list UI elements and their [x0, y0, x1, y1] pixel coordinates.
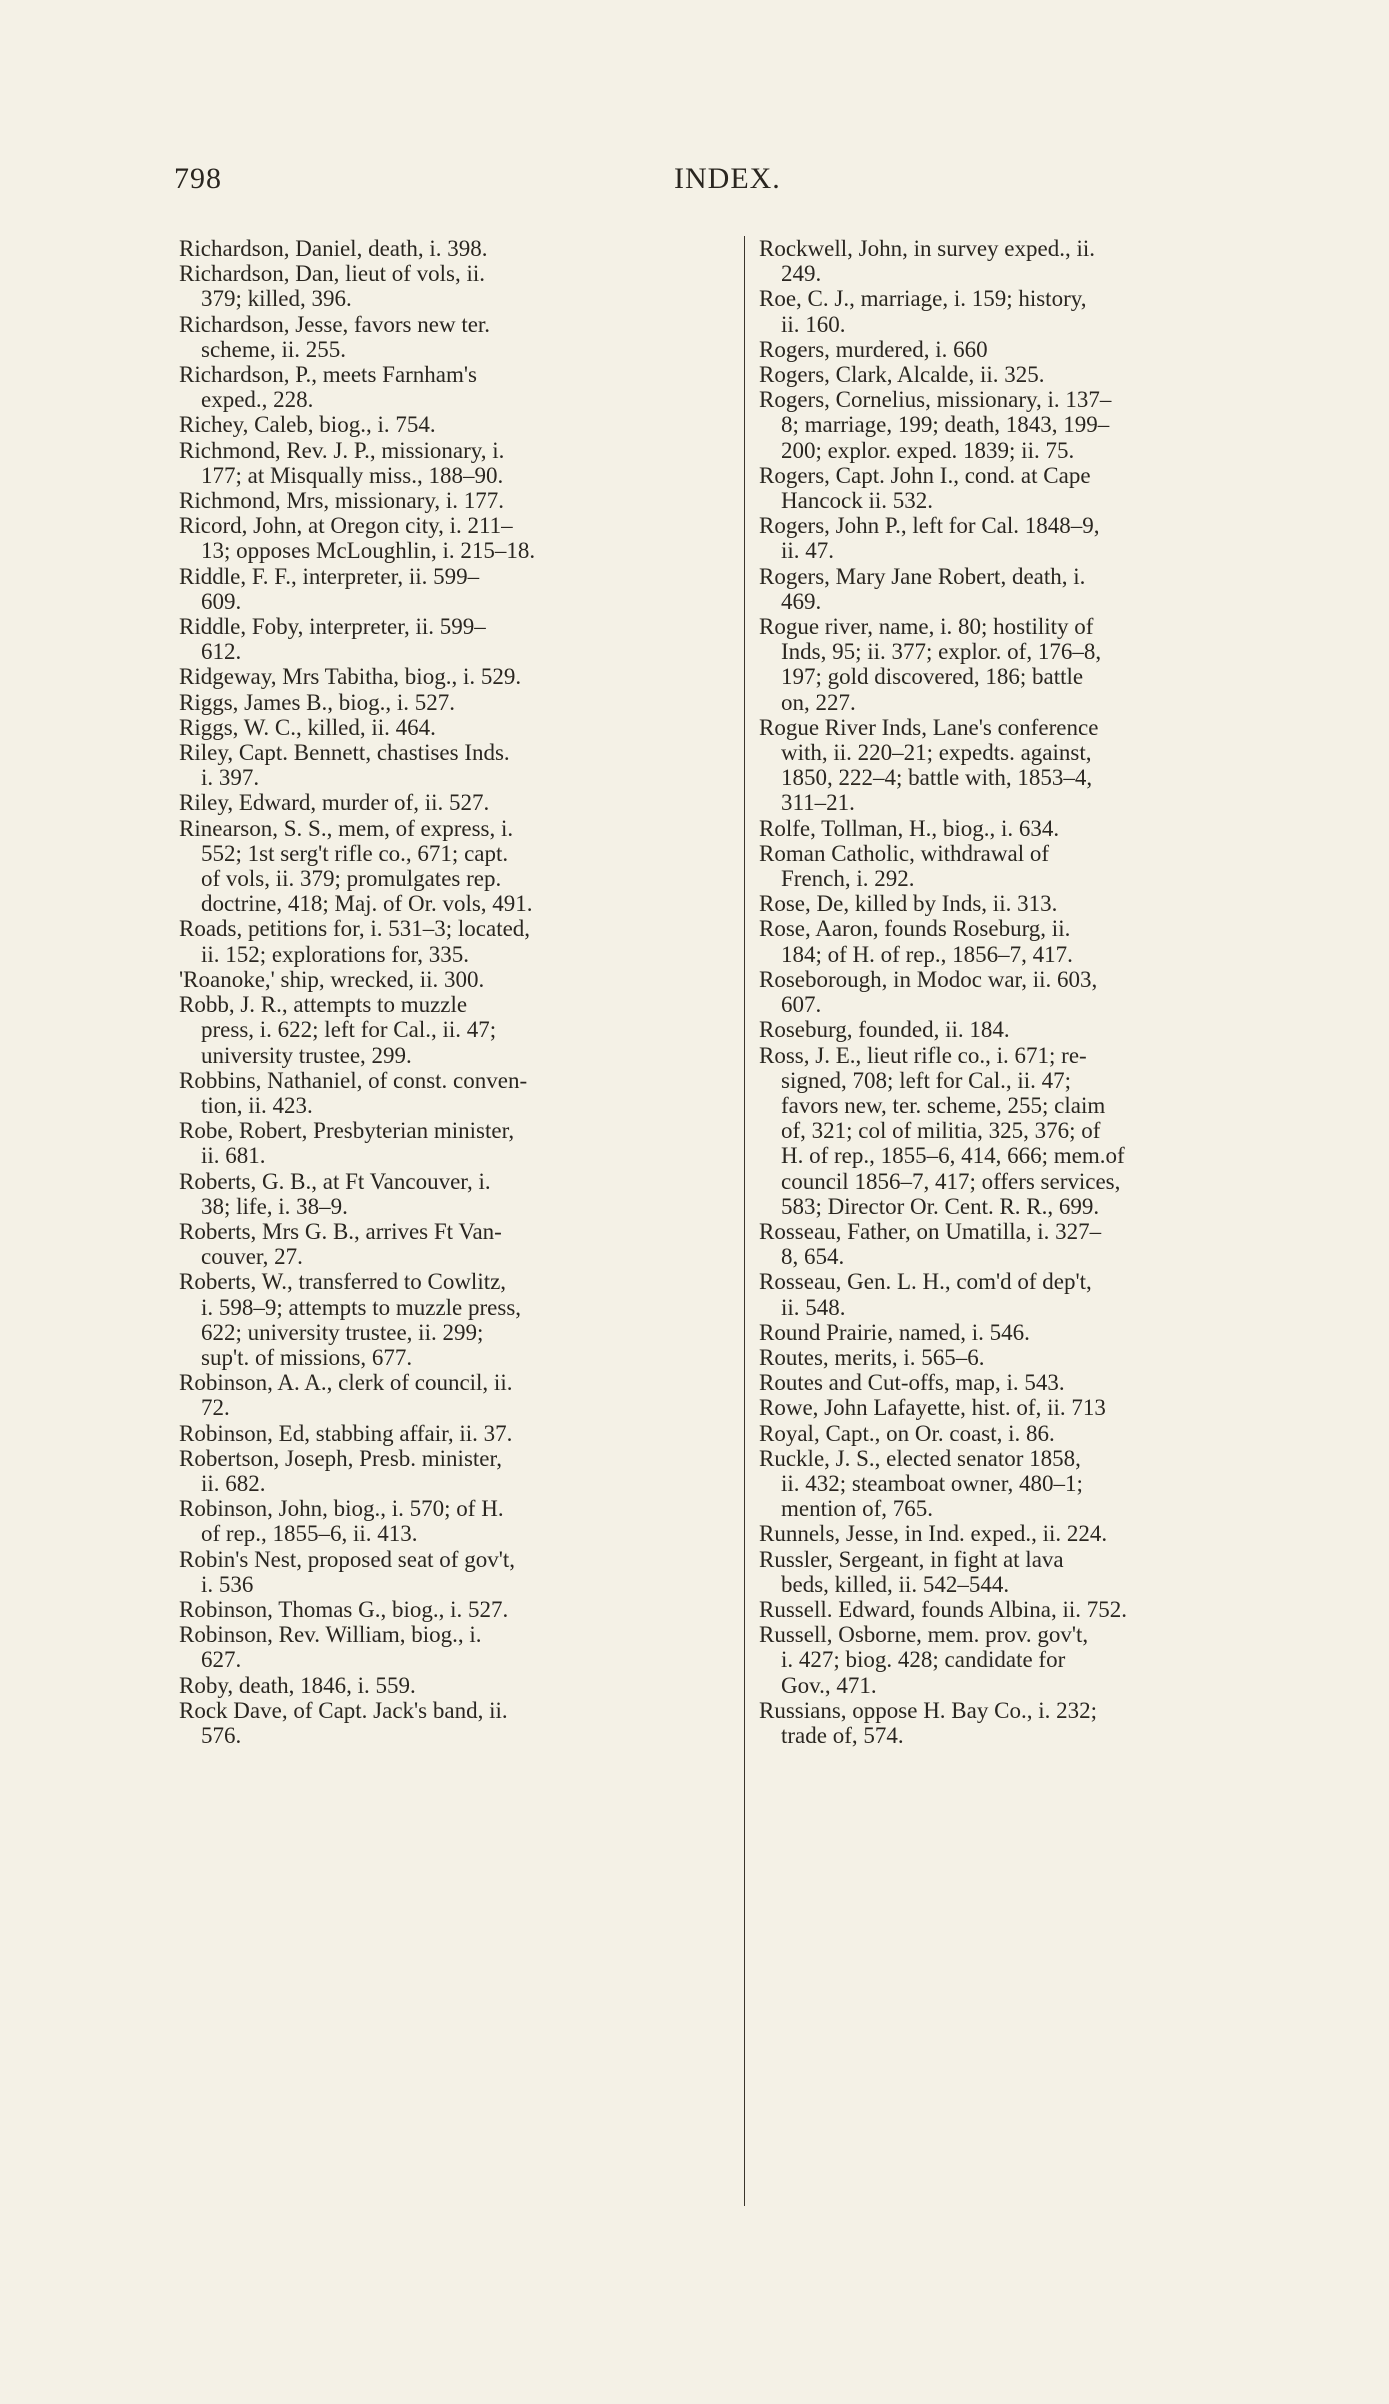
index-entry: Roberts, G. B., at Ft Vancouver, i. 38; life, i. 38–9. — [179, 1168, 491, 1219]
index-entry: Ruckle, J. S., elected senator 1858, ii. 432; steamboat owner, 480–1; mention of, 765. — [759, 1445, 1083, 1522]
index-entry: Rogers, Capt. John I., cond. at Cape Hancock ii. 532. — [759, 462, 1091, 514]
index-entry: Rowe, John Lafayette, hist. of, ii. 713 — [759, 1395, 1106, 1421]
index-entry: Ridgeway, Mrs Tabitha, biog., i. 529. — [179, 664, 522, 690]
index-entry: Runnels, Jesse, in Ind. exped., ii. 224. — [759, 1521, 1108, 1547]
index-entry: Richmond, Mrs, missionary, i. 177. — [179, 488, 504, 514]
index-entry: Rockwell, John, in survey exped., ii. 249. — [759, 236, 1096, 287]
index-entry: Ross, J. E., lieut rifle co., i. 671; re- signed, 708; left for Cal., ii. 47; favors new, ter. scheme, 255; claim of, 321; col of militia, 325, 376; of H. of rep., 1855–6, 414, 666; mem.of council 1856–7, 417; offers services, 583; Director Or. Cent. R. R., 699. — [759, 1042, 1125, 1219]
index-entry: Robbins, Nathaniel, of const. conven- tion, ii. 423. — [179, 1067, 528, 1118]
index-entry: Rogers, John P., left for Cal. 1848–9, ii. 47. — [759, 513, 1100, 564]
index-entry: Richmond, Rev. J. P., missionary, i. 177; at Misqually miss., 188–90. — [179, 437, 505, 488]
index-entry: Rose, Aaron, founds Roseburg, ii. 184; of H. of rep., 1856–7, 417. — [759, 916, 1073, 967]
index-entry: Riley, Capt. Bennett, chastises Inds. i. 397. — [179, 740, 510, 791]
index-entry: Riddle, Foby, interpreter, ii. 599– 612. — [179, 614, 486, 665]
index-entry: Riggs, W. C., killed, ii. 464. — [179, 714, 436, 740]
index-entry: Roe, C. J., marriage, i. 159; history, ii. 160. — [759, 286, 1087, 337]
index-entry: Roseburg, founded, ii. 184. — [759, 1017, 1010, 1043]
index-entry: Robinson, Ed, stabbing affair, ii. 37. — [179, 1420, 513, 1446]
index-entry: Robin's Nest, proposed seat of gov't, i. 536 — [179, 1546, 516, 1597]
index-entry: Richardson, P., meets Farnham's exped., 228. — [179, 362, 478, 413]
index-entry: Royal, Capt., on Or. coast, i. 86. — [759, 1420, 1055, 1446]
index-entry: Roberts, W., transferred to Cowlitz, i. 598–9; attempts to muzzle press, 622; university trustee, ii. 299; sup't. of missions, 677. — [179, 1269, 522, 1370]
left-index-column — [179, 236, 729, 1748]
index-entry: Rosseau, Father, on Umatilla, i. 327– 8, 654. — [759, 1218, 1102, 1270]
page-header — [174, 162, 1314, 202]
index-entry: Riddle, F. F., interpreter, ii. 599– 609. — [179, 563, 480, 614]
index-entry: Robb, J. R., attempts to muzzle press, i. 622; left for Cal., ii. 47; university trustee, 299. — [179, 992, 497, 1068]
index-entry: Robe, Robert, Presbyterian minister, ii. 681. — [179, 1118, 515, 1169]
index-entry: Rogers, Cornelius, missionary, i. 137– 8; marriage, 199; death, 1843, 199– 200; explor. exped. 1839; ii. 75. — [759, 387, 1112, 463]
column-divider — [744, 236, 745, 2206]
index-entry: Riggs, James B., biog., i. 527. — [179, 689, 456, 715]
index-entry: Rose, De, killed by Inds, ii. 313. — [759, 891, 1058, 917]
index-entry: Robinson, Thomas G., biog., i. 527. — [179, 1596, 509, 1622]
index-entry: Richardson, Dan, lieut of vols, ii. 379; killed, 396. — [179, 261, 485, 312]
index-entry: Riley, Edward, murder of, ii. 527. — [179, 790, 490, 816]
index-entry: Russler, Sergeant, in fight at lava beds, killed, ii. 542–544. — [759, 1546, 1064, 1597]
index-entry: Russians, oppose H. Bay Co., i. 232; trade of, 574. — [759, 1697, 1097, 1748]
index-entry: Roseborough, in Modoc war, ii. 603, 607. — [759, 966, 1098, 1018]
index-entry: Richardson, Daniel, death, i. 398. — [179, 236, 488, 261]
page-number: 798 — [174, 162, 222, 195]
index-entry: Rolfe, Tollman, H., biog., i. 634. — [759, 815, 1060, 841]
index-entry: Robertson, Joseph, Presb. minister, ii. 682. — [179, 1445, 502, 1496]
index-entry: Routes, merits, i. 565–6. — [759, 1344, 985, 1370]
index-entry: Rogers, murdered, i. 660 — [759, 336, 988, 362]
index-entry: Rogers, Mary Jane Robert, death, i. 469. — [759, 563, 1086, 614]
right-index-column — [759, 236, 1314, 1748]
index-entry: Rinearson, S. S., mem, of express, i. 552; 1st serg't rifle co., 671; capt. of vols, ii. 379; promulgates rep. doctrine, 418; Maj. of Or. vols, 491. — [179, 815, 533, 917]
index-entry: Roberts, Mrs G. B., arrives Ft Van- couver, 27. — [179, 1218, 502, 1270]
index-entry: Robinson, John, biog., i. 570; of H. of rep., 1855–6, ii. 413. — [179, 1496, 504, 1547]
index-entry: Rosseau, Gen. L. H., com'd of dep't, ii. 548. — [759, 1269, 1092, 1320]
index-entry: Roads, petitions for, i. 531–3; located, ii. 152; explorations for, 335. — [179, 916, 531, 967]
index-entry: Rogue River Inds, Lane's conference with, ii. 220–21; expedts. against, 1850, 222–4; battle with, 1853–4, 311–21. — [759, 714, 1099, 816]
index-entry: Richey, Caleb, biog., i. 754. — [179, 412, 436, 438]
index-entry: Rogue river, name, i. 80; hostility of Inds, 95; ii. 377; explor. of, 176–8, 197; gold discovered, 186; battle on, 227. — [759, 614, 1102, 715]
index-entry: 'Roanoke,' ship, wrecked, ii. 300. — [179, 966, 485, 992]
index-entry: Round Prairie, named, i. 546. — [759, 1319, 1030, 1345]
index-entry: Russell. Edward, founds Albina, ii. 752. — [759, 1596, 1127, 1622]
index-entry: Russell, Osborne, mem. prov. gov't, i. 427; biog. 428; candidate for Gov., 471. — [759, 1622, 1089, 1698]
index-entry: Rock Dave, of Capt. Jack's band, ii. 576. — [179, 1697, 508, 1748]
index-entry: Ricord, John, at Oregon city, i. 211– 13; opposes McLoughlin, i. 215–18. — [179, 513, 536, 564]
index-entry: Rogers, Clark, Alcalde, ii. 325. — [759, 362, 1045, 388]
page-title: INDEX. — [674, 162, 781, 195]
index-entry: Roman Catholic, withdrawal of French, i. 292. — [759, 840, 1049, 892]
index-entry: Richardson, Jesse, favors new ter. scheme, ii. 255. — [179, 311, 491, 362]
index-entry: Robinson, A. A., clerk of council, ii. 72. — [179, 1370, 513, 1421]
index-entry: Routes and Cut-offs, map, i. 543. — [759, 1370, 1065, 1396]
index-entry: Roby, death, 1846, i. 559. — [179, 1672, 416, 1698]
index-entry: Robinson, Rev. William, biog., i. 627. — [179, 1622, 482, 1673]
